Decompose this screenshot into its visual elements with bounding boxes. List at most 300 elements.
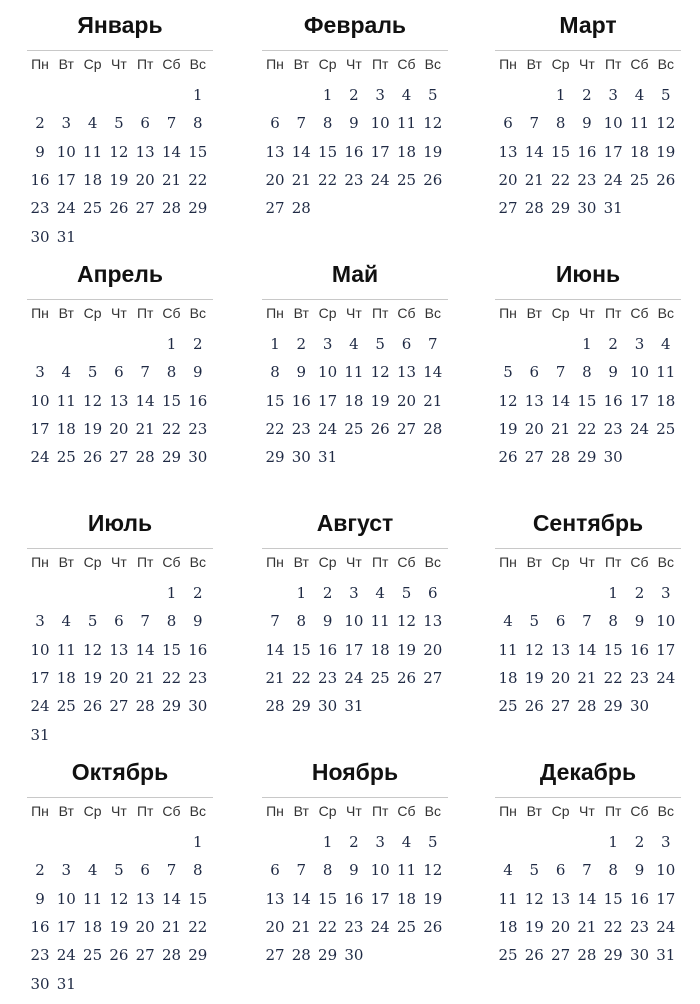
day-cell[interactable]: 22 (291, 668, 311, 687)
day-cell[interactable]: 26 (396, 668, 417, 687)
day-cell[interactable]: 27 (423, 668, 443, 687)
day-cell[interactable]: 25 (83, 946, 103, 965)
day-cell[interactable]: 6 (270, 861, 280, 880)
day-cell[interactable]: 13 (551, 889, 571, 908)
day-cell[interactable]: 23 (344, 170, 364, 189)
day-cell[interactable]: 11 (83, 889, 103, 908)
day-cell[interactable]: 6 (428, 584, 438, 602)
day-cell[interactable]: 28 (161, 199, 182, 218)
day-cell[interactable]: 26 (423, 170, 443, 189)
day-cell[interactable]: 17 (56, 170, 76, 189)
day-cell[interactable]: 7 (582, 861, 592, 880)
day-cell[interactable]: 14 (577, 889, 597, 908)
day-cell[interactable]: 8 (322, 861, 333, 880)
day-cell[interactable]: 15 (188, 889, 208, 908)
day-cell[interactable]: 16 (629, 889, 650, 908)
day-cell[interactable]: 3 (634, 335, 645, 353)
day-cell[interactable]: 2 (349, 833, 359, 851)
day-cell[interactable]: 4 (61, 363, 72, 382)
day-cell[interactable]: 24 (30, 697, 50, 716)
day-cell[interactable]: 23 (603, 419, 623, 438)
day-cell[interactable]: 12 (423, 861, 443, 880)
day-cell[interactable]: 14 (135, 640, 155, 659)
day-cell[interactable]: 4 (634, 86, 645, 104)
day-cell[interactable]: 8 (193, 114, 203, 133)
day-cell[interactable]: 5 (87, 612, 98, 631)
day-cell[interactable]: 24 (656, 917, 676, 936)
day-cell[interactable]: 22 (161, 419, 182, 438)
day-cell[interactable]: 21 (524, 170, 544, 189)
day-cell[interactable]: 18 (370, 640, 390, 659)
day-cell[interactable]: 9 (193, 363, 203, 382)
day-cell[interactable]: 10 (30, 391, 50, 410)
day-cell[interactable]: 3 (375, 86, 385, 104)
day-cell[interactable]: 22 (188, 917, 208, 936)
day-cell[interactable]: 24 (370, 917, 390, 936)
day-cell[interactable]: 12 (524, 889, 544, 908)
day-cell[interactable]: 25 (656, 419, 676, 438)
day-cell[interactable]: 15 (161, 391, 182, 410)
day-cell[interactable]: 14 (161, 889, 182, 908)
day-cell[interactable]: 3 (661, 833, 671, 851)
day-cell[interactable]: 23 (577, 170, 597, 189)
day-cell[interactable]: 28 (135, 448, 155, 467)
day-cell[interactable]: 5 (503, 363, 513, 382)
day-cell[interactable]: 15 (551, 142, 571, 161)
day-cell[interactable]: 9 (35, 889, 45, 908)
day-cell[interactable]: 15 (318, 142, 338, 161)
day-cell[interactable]: 19 (524, 668, 544, 687)
day-cell[interactable]: 10 (56, 889, 76, 908)
day-cell[interactable]: 21 (161, 170, 182, 189)
day-cell[interactable]: 23 (629, 917, 650, 936)
day-cell[interactable]: 20 (265, 170, 285, 189)
day-cell[interactable]: 7 (555, 363, 566, 382)
day-cell[interactable]: 29 (551, 199, 571, 218)
day-cell[interactable]: 28 (135, 697, 155, 716)
day-cell[interactable]: 24 (656, 668, 676, 687)
day-cell[interactable]: 30 (629, 697, 650, 716)
day-cell[interactable]: 11 (396, 114, 417, 133)
day-cell[interactable]: 24 (30, 448, 50, 467)
day-cell[interactable]: 22 (265, 419, 285, 438)
day-cell[interactable]: 13 (135, 142, 155, 161)
day-cell[interactable]: 1 (555, 86, 566, 104)
day-cell[interactable]: 28 (551, 448, 571, 467)
day-cell[interactable]: 1 (193, 833, 203, 851)
day-cell[interactable]: 18 (498, 668, 518, 687)
day-cell[interactable]: 28 (291, 199, 311, 218)
day-cell[interactable]: 19 (524, 917, 544, 936)
day-cell[interactable]: 5 (529, 612, 540, 631)
day-cell[interactable]: 3 (661, 584, 671, 602)
day-cell[interactable]: 30 (188, 697, 208, 716)
day-cell[interactable]: 16 (30, 917, 50, 936)
day-cell[interactable]: 8 (322, 114, 333, 133)
day-cell[interactable]: 2 (35, 861, 45, 880)
day-cell[interactable]: 9 (349, 861, 359, 880)
day-cell[interactable]: 8 (582, 363, 592, 382)
day-cell[interactable]: 25 (498, 697, 518, 716)
day-cell[interactable]: 16 (629, 640, 650, 659)
day-cell[interactable]: 14 (577, 640, 597, 659)
day-cell[interactable]: 16 (188, 391, 208, 410)
day-cell[interactable]: 31 (318, 448, 338, 467)
day-cell[interactable]: 23 (344, 917, 364, 936)
day-cell[interactable]: 8 (270, 363, 280, 382)
day-cell[interactable]: 26 (656, 170, 676, 189)
day-cell[interactable]: 12 (370, 363, 390, 382)
day-cell[interactable]: 27 (135, 199, 155, 218)
day-cell[interactable]: 9 (349, 114, 359, 133)
day-cell[interactable]: 6 (529, 363, 540, 382)
day-cell[interactable]: 31 (603, 199, 623, 218)
day-cell[interactable]: 19 (83, 419, 103, 438)
day-cell[interactable]: 2 (634, 833, 645, 851)
day-cell[interactable]: 4 (401, 833, 412, 851)
day-cell[interactable]: 18 (83, 170, 103, 189)
day-cell[interactable]: 13 (423, 612, 443, 631)
day-cell[interactable]: 9 (35, 142, 45, 161)
day-cell[interactable]: 5 (87, 363, 98, 382)
day-cell[interactable]: 12 (656, 114, 676, 133)
day-cell[interactable]: 20 (135, 917, 155, 936)
day-cell[interactable]: 17 (318, 391, 338, 410)
day-cell[interactable]: 1 (322, 833, 333, 851)
day-cell[interactable]: 27 (498, 199, 518, 218)
day-cell[interactable]: 6 (555, 861, 566, 880)
day-cell[interactable]: 3 (61, 861, 72, 880)
day-cell[interactable]: 21 (577, 917, 597, 936)
day-cell[interactable]: 27 (109, 448, 129, 467)
day-cell[interactable]: 3 (349, 584, 359, 602)
day-cell[interactable]: 2 (582, 86, 592, 104)
day-cell[interactable]: 23 (30, 946, 50, 965)
day-cell[interactable]: 20 (135, 170, 155, 189)
day-cell[interactable]: 4 (61, 612, 72, 631)
day-cell[interactable]: 15 (603, 889, 623, 908)
day-cell[interactable]: 7 (140, 612, 150, 631)
day-cell[interactable]: 2 (35, 114, 45, 133)
day-cell[interactable]: 25 (56, 448, 76, 467)
day-cell[interactable]: 4 (503, 861, 513, 880)
day-cell[interactable]: 10 (318, 363, 338, 382)
day-cell[interactable]: 17 (344, 640, 364, 659)
day-cell[interactable]: 5 (661, 86, 671, 104)
day-cell[interactable]: 4 (401, 86, 412, 104)
day-cell[interactable]: 11 (629, 114, 650, 133)
day-cell[interactable]: 17 (56, 917, 76, 936)
day-cell[interactable]: 27 (551, 946, 571, 965)
day-cell[interactable]: 18 (629, 142, 650, 161)
day-cell[interactable]: 13 (265, 889, 285, 908)
day-cell[interactable]: 11 (56, 640, 76, 659)
day-cell[interactable]: 1 (193, 86, 203, 104)
day-cell[interactable]: 21 (265, 668, 285, 687)
day-cell[interactable]: 20 (396, 391, 417, 410)
day-cell[interactable]: 28 (423, 419, 443, 438)
day-cell[interactable]: 28 (291, 946, 311, 965)
day-cell[interactable]: 7 (428, 335, 438, 353)
day-cell[interactable]: 18 (83, 917, 103, 936)
day-cell[interactable]: 12 (498, 391, 518, 410)
day-cell[interactable]: 1 (608, 584, 618, 602)
day-cell[interactable]: 11 (498, 889, 518, 908)
day-cell[interactable]: 29 (577, 448, 597, 467)
day-cell[interactable]: 26 (370, 419, 390, 438)
day-cell[interactable]: 21 (291, 170, 311, 189)
day-cell[interactable]: 13 (109, 640, 129, 659)
day-cell[interactable]: 21 (551, 419, 571, 438)
day-cell[interactable]: 2 (193, 335, 203, 353)
day-cell[interactable]: 24 (344, 668, 364, 687)
day-cell[interactable]: 19 (370, 391, 390, 410)
day-cell[interactable]: 17 (370, 142, 390, 161)
day-cell[interactable]: 16 (577, 142, 597, 161)
day-cell[interactable]: 22 (318, 170, 338, 189)
day-cell[interactable]: 2 (296, 335, 307, 353)
day-cell[interactable]: 22 (603, 917, 623, 936)
day-cell[interactable]: 29 (161, 697, 182, 716)
day-cell[interactable]: 3 (375, 833, 385, 851)
day-cell[interactable]: 23 (318, 668, 338, 687)
day-cell[interactable]: 8 (296, 612, 307, 631)
day-cell[interactable]: 24 (629, 419, 650, 438)
day-cell[interactable]: 1 (270, 335, 280, 353)
day-cell[interactable]: 10 (656, 861, 676, 880)
day-cell[interactable]: 1 (608, 833, 618, 851)
day-cell[interactable]: 7 (582, 612, 592, 631)
day-cell[interactable]: 6 (401, 335, 412, 353)
day-cell[interactable]: 10 (370, 114, 390, 133)
day-cell[interactable]: 26 (83, 448, 103, 467)
day-cell[interactable]: 16 (291, 391, 311, 410)
day-cell[interactable]: 16 (603, 391, 623, 410)
day-cell[interactable]: 6 (114, 612, 124, 631)
day-cell[interactable]: 31 (56, 974, 76, 993)
day-cell[interactable]: 17 (656, 640, 676, 659)
day-cell[interactable]: 20 (265, 917, 285, 936)
day-cell[interactable]: 15 (603, 640, 623, 659)
day-cell[interactable]: 2 (193, 584, 203, 602)
day-cell[interactable]: 1 (296, 584, 307, 602)
day-cell[interactable]: 29 (291, 697, 311, 716)
day-cell[interactable]: 22 (603, 668, 623, 687)
day-cell[interactable]: 13 (524, 391, 544, 410)
day-cell[interactable]: 7 (140, 363, 150, 382)
day-cell[interactable]: 29 (603, 946, 623, 965)
day-cell[interactable]: 13 (551, 640, 571, 659)
day-cell[interactable]: 13 (498, 142, 518, 161)
day-cell[interactable]: 8 (193, 861, 203, 880)
day-cell[interactable]: 30 (344, 946, 364, 965)
day-cell[interactable]: 25 (370, 668, 390, 687)
day-cell[interactable]: 8 (608, 612, 618, 631)
day-cell[interactable]: 29 (188, 946, 208, 965)
day-cell[interactable]: 14 (551, 391, 571, 410)
day-cell[interactable]: 20 (551, 668, 571, 687)
day-cell[interactable]: 18 (656, 391, 676, 410)
day-cell[interactable]: 10 (603, 114, 623, 133)
day-cell[interactable]: 24 (56, 946, 76, 965)
day-cell[interactable]: 19 (83, 668, 103, 687)
day-cell[interactable]: 25 (56, 697, 76, 716)
day-cell[interactable]: 27 (551, 697, 571, 716)
day-cell[interactable]: 23 (188, 668, 208, 687)
day-cell[interactable]: 6 (114, 363, 124, 382)
day-cell[interactable]: 28 (265, 697, 285, 716)
day-cell[interactable]: 26 (109, 199, 129, 218)
day-cell[interactable]: 6 (555, 612, 566, 631)
day-cell[interactable]: 18 (396, 142, 417, 161)
day-cell[interactable]: 29 (318, 946, 338, 965)
day-cell[interactable]: 13 (396, 363, 417, 382)
day-cell[interactable]: 27 (396, 419, 417, 438)
day-cell[interactable]: 6 (140, 114, 150, 133)
day-cell[interactable]: 22 (318, 917, 338, 936)
day-cell[interactable]: 30 (291, 448, 311, 467)
day-cell[interactable]: 3 (35, 363, 45, 382)
day-cell[interactable]: 25 (396, 917, 417, 936)
day-cell[interactable]: 20 (551, 917, 571, 936)
day-cell[interactable]: 10 (370, 861, 390, 880)
day-cell[interactable]: 17 (629, 391, 650, 410)
day-cell[interactable]: 8 (608, 861, 618, 880)
day-cell[interactable]: 4 (87, 114, 98, 133)
day-cell[interactable]: 30 (629, 946, 650, 965)
day-cell[interactable]: 19 (498, 419, 518, 438)
day-cell[interactable]: 31 (30, 725, 50, 744)
day-cell[interactable]: 28 (577, 946, 597, 965)
day-cell[interactable]: 23 (291, 419, 311, 438)
day-cell[interactable]: 19 (396, 640, 417, 659)
day-cell[interactable]: 2 (349, 86, 359, 104)
day-cell[interactable]: 10 (656, 612, 676, 631)
day-cell[interactable]: 7 (166, 114, 177, 133)
day-cell[interactable]: 1 (166, 584, 177, 602)
day-cell[interactable]: 30 (603, 448, 623, 467)
day-cell[interactable]: 24 (318, 419, 338, 438)
day-cell[interactable]: 3 (35, 612, 45, 631)
day-cell[interactable]: 21 (161, 917, 182, 936)
day-cell[interactable]: 29 (188, 199, 208, 218)
day-cell[interactable]: 9 (322, 612, 333, 631)
day-cell[interactable]: 21 (291, 917, 311, 936)
day-cell[interactable]: 12 (396, 612, 417, 631)
day-cell[interactable]: 29 (161, 448, 182, 467)
day-cell[interactable]: 4 (503, 612, 513, 631)
day-cell[interactable]: 1 (322, 86, 333, 104)
day-cell[interactable]: 20 (109, 419, 129, 438)
day-cell[interactable]: 22 (161, 668, 182, 687)
day-cell[interactable]: 22 (551, 170, 571, 189)
day-cell[interactable]: 9 (634, 612, 645, 631)
day-cell[interactable]: 15 (265, 391, 285, 410)
day-cell[interactable]: 10 (56, 142, 76, 161)
day-cell[interactable]: 4 (375, 584, 385, 602)
day-cell[interactable]: 31 (56, 227, 76, 246)
day-cell[interactable]: 11 (396, 861, 417, 880)
day-cell[interactable]: 23 (30, 199, 50, 218)
day-cell[interactable]: 23 (629, 668, 650, 687)
day-cell[interactable]: 17 (656, 889, 676, 908)
day-cell[interactable]: 25 (344, 419, 364, 438)
day-cell[interactable]: 11 (656, 363, 676, 382)
day-cell[interactable]: 9 (608, 363, 618, 382)
day-cell[interactable]: 4 (349, 335, 359, 353)
day-cell[interactable]: 11 (83, 142, 103, 161)
day-cell[interactable]: 2 (608, 335, 618, 353)
day-cell[interactable]: 8 (555, 114, 566, 133)
day-cell[interactable]: 27 (265, 946, 285, 965)
day-cell[interactable]: 15 (188, 142, 208, 161)
day-cell[interactable]: 27 (109, 697, 129, 716)
day-cell[interactable]: 16 (30, 170, 50, 189)
day-cell[interactable]: 18 (396, 889, 417, 908)
day-cell[interactable]: 20 (498, 170, 518, 189)
day-cell[interactable]: 24 (603, 170, 623, 189)
day-cell[interactable]: 26 (524, 697, 544, 716)
day-cell[interactable]: 15 (161, 640, 182, 659)
day-cell[interactable]: 4 (87, 861, 98, 880)
day-cell[interactable]: 20 (109, 668, 129, 687)
day-cell[interactable]: 21 (577, 668, 597, 687)
day-cell[interactable]: 25 (83, 199, 103, 218)
day-cell[interactable]: 24 (56, 199, 76, 218)
day-cell[interactable]: 19 (423, 889, 443, 908)
day-cell[interactable]: 9 (296, 363, 307, 382)
day-cell[interactable]: 14 (135, 391, 155, 410)
day-cell[interactable]: 30 (318, 697, 338, 716)
day-cell[interactable]: 25 (498, 946, 518, 965)
day-cell[interactable]: 17 (370, 889, 390, 908)
day-cell[interactable]: 7 (296, 114, 307, 133)
day-cell[interactable]: 22 (188, 170, 208, 189)
day-cell[interactable]: 29 (265, 448, 285, 467)
day-cell[interactable]: 6 (503, 114, 513, 133)
day-cell[interactable]: 27 (135, 946, 155, 965)
day-cell[interactable]: 2 (634, 584, 645, 602)
day-cell[interactable]: 26 (498, 448, 518, 467)
day-cell[interactable]: 26 (109, 946, 129, 965)
day-cell[interactable]: 25 (396, 170, 417, 189)
day-cell[interactable]: 9 (193, 612, 203, 631)
day-cell[interactable]: 14 (524, 142, 544, 161)
day-cell[interactable]: 14 (291, 889, 311, 908)
day-cell[interactable]: 31 (344, 697, 364, 716)
day-cell[interactable]: 21 (135, 668, 155, 687)
day-cell[interactable]: 30 (30, 227, 50, 246)
day-cell[interactable]: 5 (529, 861, 540, 880)
day-cell[interactable]: 17 (30, 419, 50, 438)
day-cell[interactable]: 5 (401, 584, 412, 602)
day-cell[interactable]: 24 (370, 170, 390, 189)
day-cell[interactable]: 8 (166, 612, 177, 631)
day-cell[interactable]: 2 (322, 584, 333, 602)
day-cell[interactable]: 16 (344, 889, 364, 908)
day-cell[interactable]: 14 (265, 640, 285, 659)
day-cell[interactable]: 4 (661, 335, 671, 353)
day-cell[interactable]: 16 (318, 640, 338, 659)
day-cell[interactable]: 27 (524, 448, 544, 467)
day-cell[interactable]: 28 (524, 199, 544, 218)
day-cell[interactable]: 19 (109, 170, 129, 189)
day-cell[interactable]: 7 (270, 612, 280, 631)
day-cell[interactable]: 19 (423, 142, 443, 161)
day-cell[interactable]: 14 (291, 142, 311, 161)
day-cell[interactable]: 6 (140, 861, 150, 880)
day-cell[interactable]: 3 (608, 86, 618, 104)
